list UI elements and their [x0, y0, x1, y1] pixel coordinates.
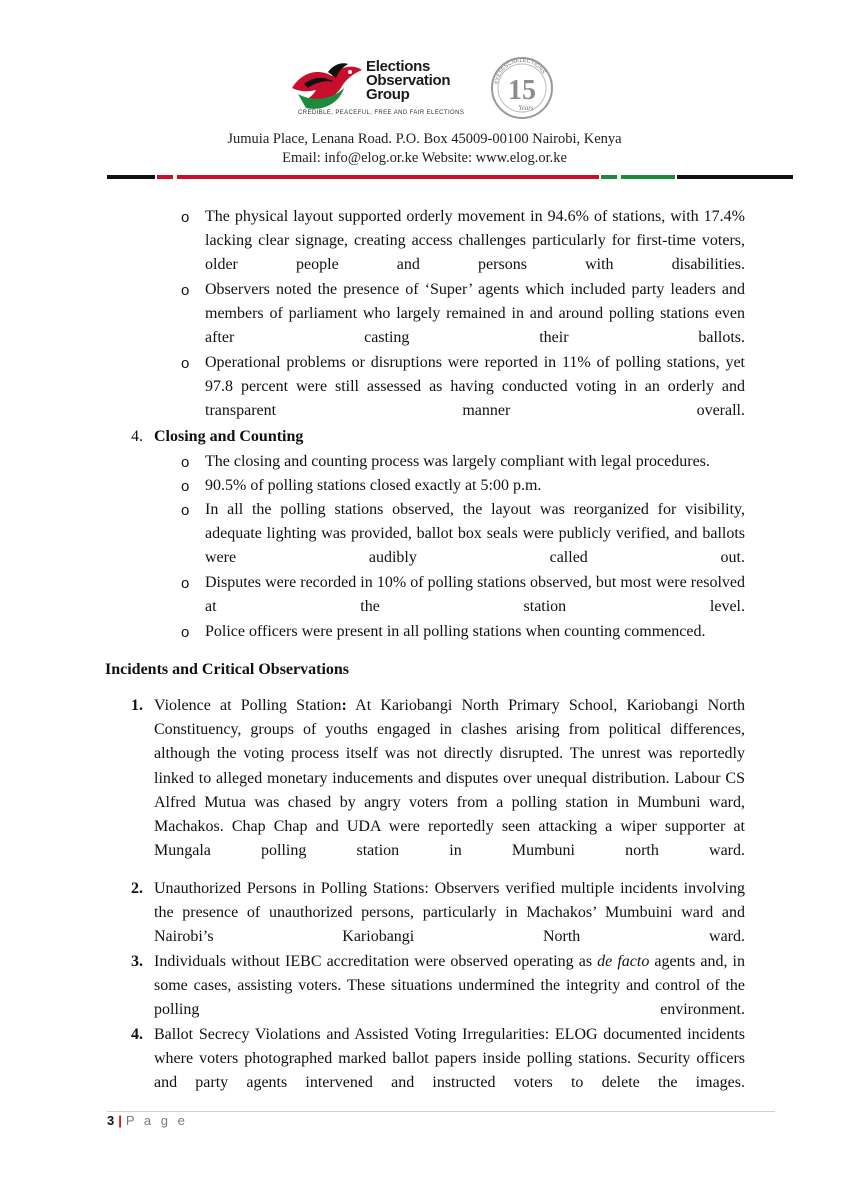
item-number: 3.: [131, 953, 143, 970]
logo-tagline: CREDIBLE, PEACEFUL, FREE AND FAIR ELECTIONS: [298, 110, 465, 116]
logo-line-2: Observation: [366, 72, 451, 89]
list-item: In all the polling stations observed, the layout was reorganized for visibility, adequate lighting was provided, ballot box seals were publicly verified, and ballots were audibly called out.: [205, 501, 745, 567]
anniversary-seal-icon: [488, 52, 556, 124]
page-number: 3: [107, 1113, 115, 1128]
svg-text:15: 15: [508, 75, 536, 106]
incident-item: Unauthorized Persons in Polling Stations: Observers verified multiple incidents involving the presence of unauthorized persons, particularly in Machakos’ Mumbuini ward and Nairobi’s Kariobangi North ward.: [154, 880, 745, 946]
incident-text: At Kariobangi North Primary School, Kariobangi North Constituency, groups of youths engaged in clashes arising from political differences, although the voting process itself was not directly disrupted. The unrest was reportedly linked to alleged monetary inducements and disputes over unequal distribution. Labour CS Alfred Mutua was chased by angry voters from a polling station in Mumbuni ward, Machakos. Chap Chap and UDA were reportedly seen attacking a wiper supporter at Mungala polling station in Mumbuni north ward.: [154, 697, 746, 860]
bullet-glyph: o: [181, 209, 190, 226]
letterhead: [0, 0, 849, 185]
dove-logo-icon: [288, 58, 364, 114]
bullet-glyph: o: [181, 454, 190, 471]
list-item: Disputes were recorded in 10% of polling stations observed, but most were resolved at the station level.: [205, 574, 745, 616]
incident-item: [154, 694, 745, 888]
incident-colon: :: [341, 697, 347, 714]
list-item: Observers noted the presence of ‘Super’ agents which included party leaders and members of parliament who largely remained in and around polling stations even after casting their ballots.: [205, 281, 745, 347]
list-item: The physical layout supported orderly movement in 94.6% of stations, with 17.4% lacking clear signage, creating access challenges particularly for first-time voters, older people and persons with disabilities.: [205, 208, 745, 274]
footer-divider: [107, 1111, 775, 1112]
incident-italic: de facto: [597, 953, 650, 970]
incident-text: Individuals without IEBC accreditation were observed operating as: [154, 953, 598, 970]
incident-text: agents and, in some cases, assisting voters. These situations undermined the integrity and control of the polling environment.: [154, 953, 745, 1019]
footer-separator: |: [118, 1113, 122, 1128]
org-contact: Email: info@elog.or.ke Website: www.elog.or.ke: [282, 150, 567, 166]
bullet-glyph: o: [181, 502, 190, 519]
item-number: 4.: [131, 1026, 143, 1043]
org-address: Jumuia Place, Lenana Road. P.O. Box 45009-00100 Nairobi, Kenya: [227, 131, 622, 147]
page-label: P a g e: [125, 1113, 188, 1128]
page-footer: [107, 1113, 188, 1128]
bullet-glyph: o: [181, 575, 190, 592]
section-title: Closing and Counting: [154, 428, 304, 445]
svg-text:Years: Years: [518, 104, 534, 112]
section-heading: Incidents and Critical Observations: [105, 661, 350, 678]
item-number: 2.: [131, 880, 143, 897]
bullet-glyph: o: [181, 355, 190, 372]
bullet-glyph: o: [181, 282, 190, 299]
svg-text:#YESESCNELECTIONS: #YESESCNELECTIONS: [494, 57, 547, 85]
list-item: Operational problems or disruptions were reported in 11% of polling stations, yet 97.8 percent were still assessed as having conducted voting in an orderly and transparent manner overall.: [205, 354, 745, 420]
bullet-glyph: o: [181, 478, 190, 495]
list-item: Police officers were present in all polling stations when counting commenced.: [205, 623, 706, 640]
logo-line-3: Group: [366, 86, 410, 103]
item-number: 1.: [131, 697, 143, 714]
list-item: 90.5% of polling stations closed exactly at 5:00 p.m.: [205, 477, 542, 494]
kenyan-flag-rule: [107, 175, 793, 181]
logo-line-1: Elections: [366, 58, 430, 75]
bullet-glyph: o: [181, 624, 190, 641]
incident-item: Ballot Secrecy Violations and Assisted Voting Irregularities: ELOG documented incidents where voters photographed marked ballot papers inside polling stations. Security officers and party agents intervened and instructed voters to delete the images.: [154, 1026, 745, 1092]
logo-wordmark: [366, 60, 450, 102]
section-number: 4.: [131, 428, 143, 445]
incident-lead: Violence at Polling Station: [154, 697, 342, 714]
list-item: The closing and counting process was largely compliant with legal procedures.: [205, 453, 710, 470]
